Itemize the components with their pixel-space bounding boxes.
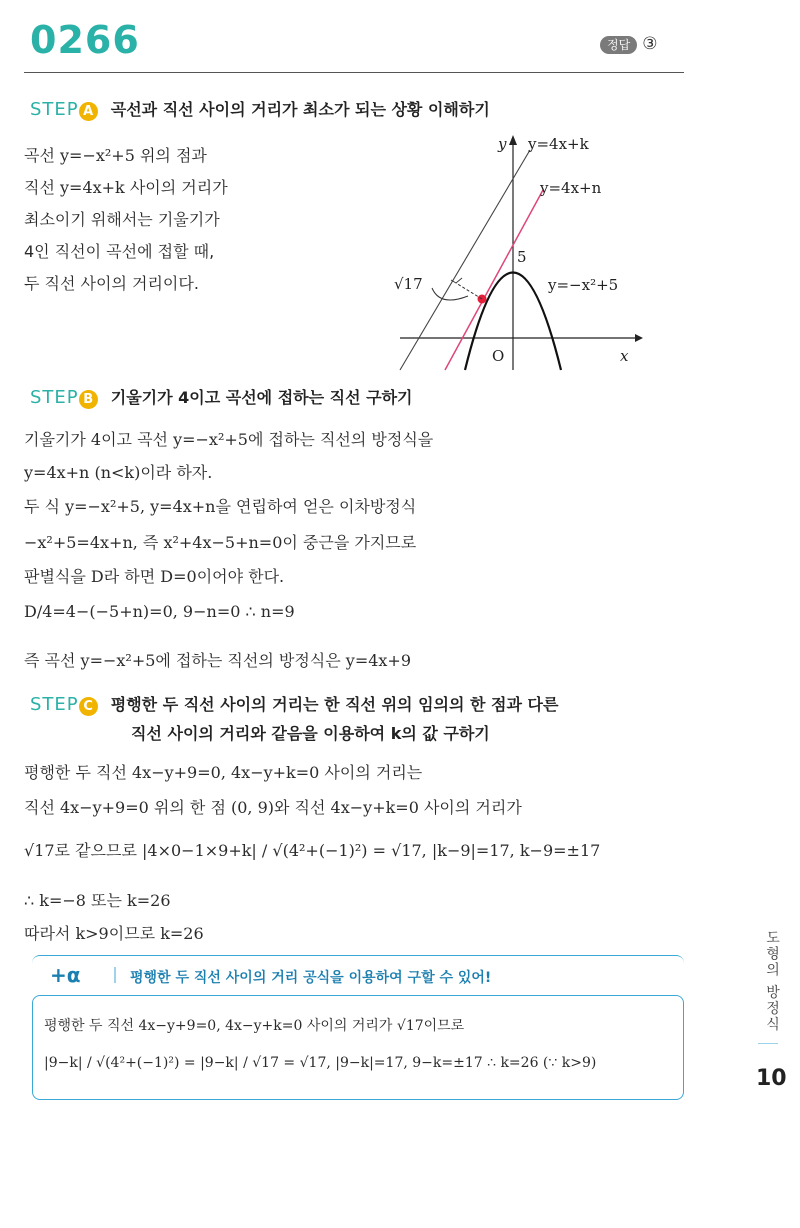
step-a-line-1: 곡선 y=−x²+5 위의 점과 xyxy=(24,146,207,165)
distance-arrow xyxy=(432,288,468,300)
step-a-line-3: 최소이기 위해서는 기울기가 xyxy=(24,210,220,229)
step-a-word: STEP xyxy=(30,99,79,120)
step-c-line-3: √17로 같으므로 |4×0−1×9+k| / √(4²+(−1)²) = √17, |k−9|=17, k−9=±17 xyxy=(24,841,601,860)
step-a-header xyxy=(30,97,490,121)
step-c-word: STEP xyxy=(30,694,79,715)
right-angle-mark xyxy=(451,278,462,283)
intercept-five-label: 5 xyxy=(517,248,527,266)
tip-title: 평행한 두 직선 사이의 거리 공식을 이용하여 구할 수 있어! xyxy=(130,970,492,986)
tip-box xyxy=(32,995,684,1100)
step-b-title: 기울기가 4이고 곡선에 접하는 직선 구하기 xyxy=(110,388,413,407)
graph-figure xyxy=(380,125,680,375)
step-c-title-1: 평행한 두 직선 사이의 거리는 한 직선 위의 임의의 한 점과 다른 xyxy=(110,695,559,714)
step-a-title: 곡선과 직선 사이의 거리가 최소가 되는 상황 이해하기 xyxy=(110,100,490,119)
distance-segment xyxy=(456,283,482,299)
step-b-line-4: −x²+5=4x+n, 즉 x²+4x−5+n=0이 중근을 가지므로 xyxy=(24,533,417,552)
step-c-line-5: 따라서 k>9이므로 k=26 xyxy=(24,924,204,943)
step-b-letter: B xyxy=(79,390,98,409)
step-c-line-1: 평행한 두 직선 4x−y+9=0, 4x−y+k=0 사이의 거리는 xyxy=(24,763,423,782)
side-tab-chapter: 도형의 방정식 xyxy=(764,930,780,1033)
tip-box-container xyxy=(32,955,684,1100)
tip-plus-alpha xyxy=(50,963,81,987)
step-b-line-2: y=4x+n (n<k)이라 하자. xyxy=(24,463,213,482)
line-n-label: y=4x+n xyxy=(540,179,602,197)
origin-label: O xyxy=(492,347,505,365)
tip-line-1: 평행한 두 직선 4x−y+9=0, 4x−y+k=0 사이의 거리가 √17이므로 xyxy=(44,1018,465,1034)
step-c-title-2: 직선 사이의 거리와 같음을 이용하여 k의 값 구하기 xyxy=(131,724,490,743)
step-a-line-2: 직선 y=4x+k 사이의 거리가 xyxy=(24,178,228,197)
step-b-line-5: 판별식을 D라 하면 D=0이어야 한다. xyxy=(24,567,285,586)
x-axis-label: x xyxy=(620,347,629,365)
step-b-line-6: D/4=4−(−5+n)=0, 9−n=0 ∴ n=9 xyxy=(24,602,295,621)
step-b-line-1: 기울기가 4이고 곡선 y=−x²+5에 접하는 직선의 방정식을 xyxy=(24,430,434,449)
y-axis-label: y xyxy=(498,135,507,153)
step-b-line-3: 두 식 y=−x²+5, y=4x+n을 연립하여 얻은 이차방정식 xyxy=(24,497,417,516)
side-tab-divider xyxy=(758,1043,778,1044)
line-4x-plus-k xyxy=(400,150,530,370)
y-axis-arrow xyxy=(509,135,517,145)
step-a-letter: A xyxy=(79,102,98,121)
step-a-line-5: 두 직선 사이의 거리이다. xyxy=(24,274,199,293)
answer-badge: 정답 xyxy=(600,36,637,54)
tip-divider xyxy=(114,967,116,983)
distance-label: √17 xyxy=(394,275,423,293)
x-axis-arrow xyxy=(635,334,643,342)
step-c-letter: C xyxy=(79,697,98,716)
step-b-header xyxy=(30,385,413,409)
plus-alpha-icon: +α xyxy=(50,963,81,987)
page-number: 10 xyxy=(756,1066,787,1091)
step-c-line-2: 직선 4x−y+9=0 위의 한 점 (0, 9)와 직선 4x−y+k=0 사이의 거리가 xyxy=(24,798,522,817)
answer-value: ③ xyxy=(642,34,658,54)
problem-number: 0266 xyxy=(30,18,140,62)
answer-area xyxy=(600,34,658,54)
step-c-line-4: ∴ k=−8 또는 k=26 xyxy=(24,891,171,910)
header-divider xyxy=(24,72,684,73)
step-b-line-7: 즉 곡선 y=−x²+5에 접하는 직선의 방정식은 y=4x+9 xyxy=(24,651,412,670)
step-c-header xyxy=(30,692,558,716)
tip-line-2: |9−k| / √(4²+(−1)²) = |9−k| / √17 = √17, |9−k|=17, 9−k=±17 ∴ k=26 (∵ k>9) xyxy=(44,1055,597,1071)
step-a-line-4: 4인 직선이 곡선에 접할 때, xyxy=(24,242,215,261)
curve-label: y=−x²+5 xyxy=(548,276,619,294)
step-b-word: STEP xyxy=(30,387,79,408)
line-k-label: y=4x+k xyxy=(528,135,589,153)
